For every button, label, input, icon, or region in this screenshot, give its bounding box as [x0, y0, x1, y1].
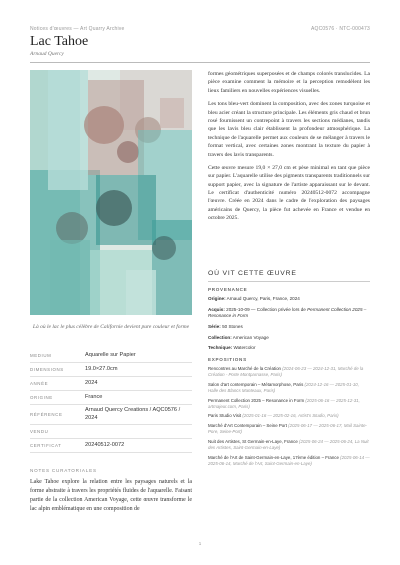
meta-row-reference [30, 405, 192, 425]
provenance-collection [208, 335, 370, 342]
page-title: Lac Tahoe [30, 34, 89, 49]
exposition-dates: (2024-06-23 — 2024-12-31, [282, 365, 337, 371]
meta-value: Aquarelle sur Papier [85, 351, 136, 358]
expositions-heading: EXPOSITIONS [208, 356, 247, 362]
exposition-item [208, 455, 370, 467]
meta-row-sold [30, 425, 192, 439]
meta-key: VENDU [30, 429, 49, 435]
breadcrumb: Notices d'œuvres — Art Quarry Archive [30, 26, 125, 32]
exposition-location: Artist's Studio, Paris) [298, 413, 339, 419]
meta-value: 20240512-0072 [85, 441, 125, 448]
provenance-series [208, 324, 370, 331]
provenance-origin [208, 296, 370, 303]
exposition-dates: (2025-01-16 — 2025-02-16, [242, 413, 297, 419]
meta-row-dimensions [30, 363, 192, 377]
meta-row-origin [30, 391, 192, 405]
meta-value: Arnaud Quercy Creations / AQC0576 / 2024 [85, 407, 181, 421]
metadata-table [30, 349, 192, 453]
meta-key: ORIGINE [30, 395, 53, 400]
exposition-name: Nuit des Artistes, St Germain-en-Laye, France [208, 438, 298, 444]
description-paragraph: Cette œuvre mesure 19,0 × 27,0 cm et pèse minimal en tant que pièce sur papier. L'aquarelle utilise des pigments transparents traditionnels sur support papier, avec la signature de l'artiste apparaissant sur le devant. Le certificat d'authenticité numéro 20240512-0072 accompagne l'œuvre. Créée en 2024 dans le cadre de l'exploration des paysages américains de Quercy, la pièce fut achevée en France et vendue en octobre 2025. [208, 164, 370, 222]
exposition-dates: (2024-12-16 — 2025-01-10, [304, 381, 359, 387]
label: Série: [208, 323, 221, 329]
exposition-item [208, 366, 370, 378]
meta-key: CERTIFICAT [30, 443, 62, 449]
meta-row-certificate [30, 439, 192, 453]
reference-code: AQC0576 · NTC-000473 [310, 26, 370, 32]
label: Acquis: [208, 306, 225, 312]
exposition-location: artmajeur.com, Paris) [208, 403, 250, 409]
exposition-location: Marché de l'Art, Saint-Germain-en-Laye) [232, 460, 312, 466]
description-paragraph: formes géométriques superposées et de champs colorés translucides. La pièce examine comment la mémoire et la perception remodèlent les lieux familiers en nouvelles expériences visuelles. [208, 71, 370, 94]
artwork-image [30, 70, 192, 315]
exposition-dates: (2025-06-16 — 2025-12-31, [305, 397, 360, 403]
meta-row-year [30, 377, 192, 391]
description-paragraph: Les tons bleu-vert dominent la composition, avec des zones turquoise et bleu acier créant la structure principale. Les éléments gris chaud et brun rosé fournissent un contrepoint à travers les sections médianes, tandis que les lavis bleu clair établissent la profondeur atmosphérique. La technique de l'aquarelle permet aux couleurs de se mélanger à travers le format vertical, avec certaines zones montrant la texture du papier à travers des lavis transparents. [208, 101, 370, 158]
value: 50 Stones [222, 323, 243, 329]
meta-value: France [85, 393, 103, 400]
exposition-name: Paris Studio Visit [208, 413, 242, 419]
meta-key: MEDIUM [30, 353, 52, 358]
meta-key: RÉFÉRENCE [30, 412, 63, 418]
provenance-technique [208, 345, 370, 352]
artist-name: Arnaud Quercy [30, 51, 64, 57]
meta-value: 2024 [85, 379, 98, 386]
curatorial-notes: Lake Tahoe explore la relation entre les paysages naturels et la forme abstraite à travers les propriétés fluides de l'aquarelle. Faisant partie de la collection American Voyage, cette œuvre transforme le lac alpin emblématique en une composition de [30, 479, 192, 512]
exposition-item [208, 398, 370, 410]
artwork-caption: Là où le lac le plus célèbre de Californie devient pure couleur et forme [32, 324, 190, 330]
exposition-dates: (2025-06-14 — 2025-06-14, [208, 454, 370, 466]
provenance-divider [208, 281, 370, 282]
exposition-name: Salon d'art contemporain – Métamorphose, Paris [208, 381, 304, 387]
provenance-heading: PROVENANCE [208, 287, 248, 292]
label: Technique: [208, 345, 233, 351]
exposition-location: Marché de la Création - Porte Montparnasse, Paris) [208, 365, 364, 378]
provenance-section-title: OÙ VIT CETTE ŒUVRE [208, 270, 297, 277]
exposition-item [208, 439, 370, 451]
page-number: 1 [198, 541, 202, 546]
meta-key: DIMENSIONS [30, 367, 64, 372]
exposition-location: La Nuit des Artistes, Saint-Germain-en-Laye) [208, 438, 369, 450]
exposition-location: Mail Sainte-Pore, Seine-Port) [208, 423, 368, 435]
artwork-svg [30, 70, 192, 315]
exposition-name: Permanent Collection 2025 – Resonance in Form [208, 397, 305, 403]
provenance-block [208, 287, 370, 470]
curatorial-notes-heading: NOTES CURATORIALES [30, 468, 97, 473]
exposition-location: Halle des Blancs Manteaux, Paris) [208, 387, 276, 393]
exposition-dates: (2025-06-24 — 2025-06-24, [299, 438, 354, 444]
page-header [30, 26, 370, 32]
value: 2025-10-09 — Collection privée lors de [226, 306, 306, 312]
provenance-acquired [208, 307, 370, 320]
description-column [208, 70, 370, 228]
exposition-name: Marché de l'Art de Saint-Germain-en-Laye, 17ème édition – France [208, 454, 339, 460]
label: Origine: [208, 296, 226, 301]
label: Collection: [208, 334, 232, 340]
meta-value: 19.0×27.0cm [85, 365, 118, 372]
value: Watercolor [233, 345, 256, 351]
header-divider [30, 62, 370, 63]
exposition-name: Marché d'Art Contemporain – Seine Port [208, 423, 287, 429]
exposition-item [208, 382, 370, 394]
meta-key: ANNÉE [30, 381, 49, 386]
exposition-item [208, 423, 370, 435]
event-name: Permanent Collection 2025 – Resonance in Form [208, 306, 367, 319]
value: American Voyage [232, 334, 269, 340]
exposition-name: Rencontres au Marché de la Création [208, 365, 281, 371]
exposition-dates: (2025-06-17 — 2025-06-17, [288, 423, 343, 429]
exposition-item [208, 413, 370, 419]
meta-row-medium [30, 349, 192, 363]
value: Arnaud Quercy, Paris, France, 2024 [226, 296, 300, 301]
